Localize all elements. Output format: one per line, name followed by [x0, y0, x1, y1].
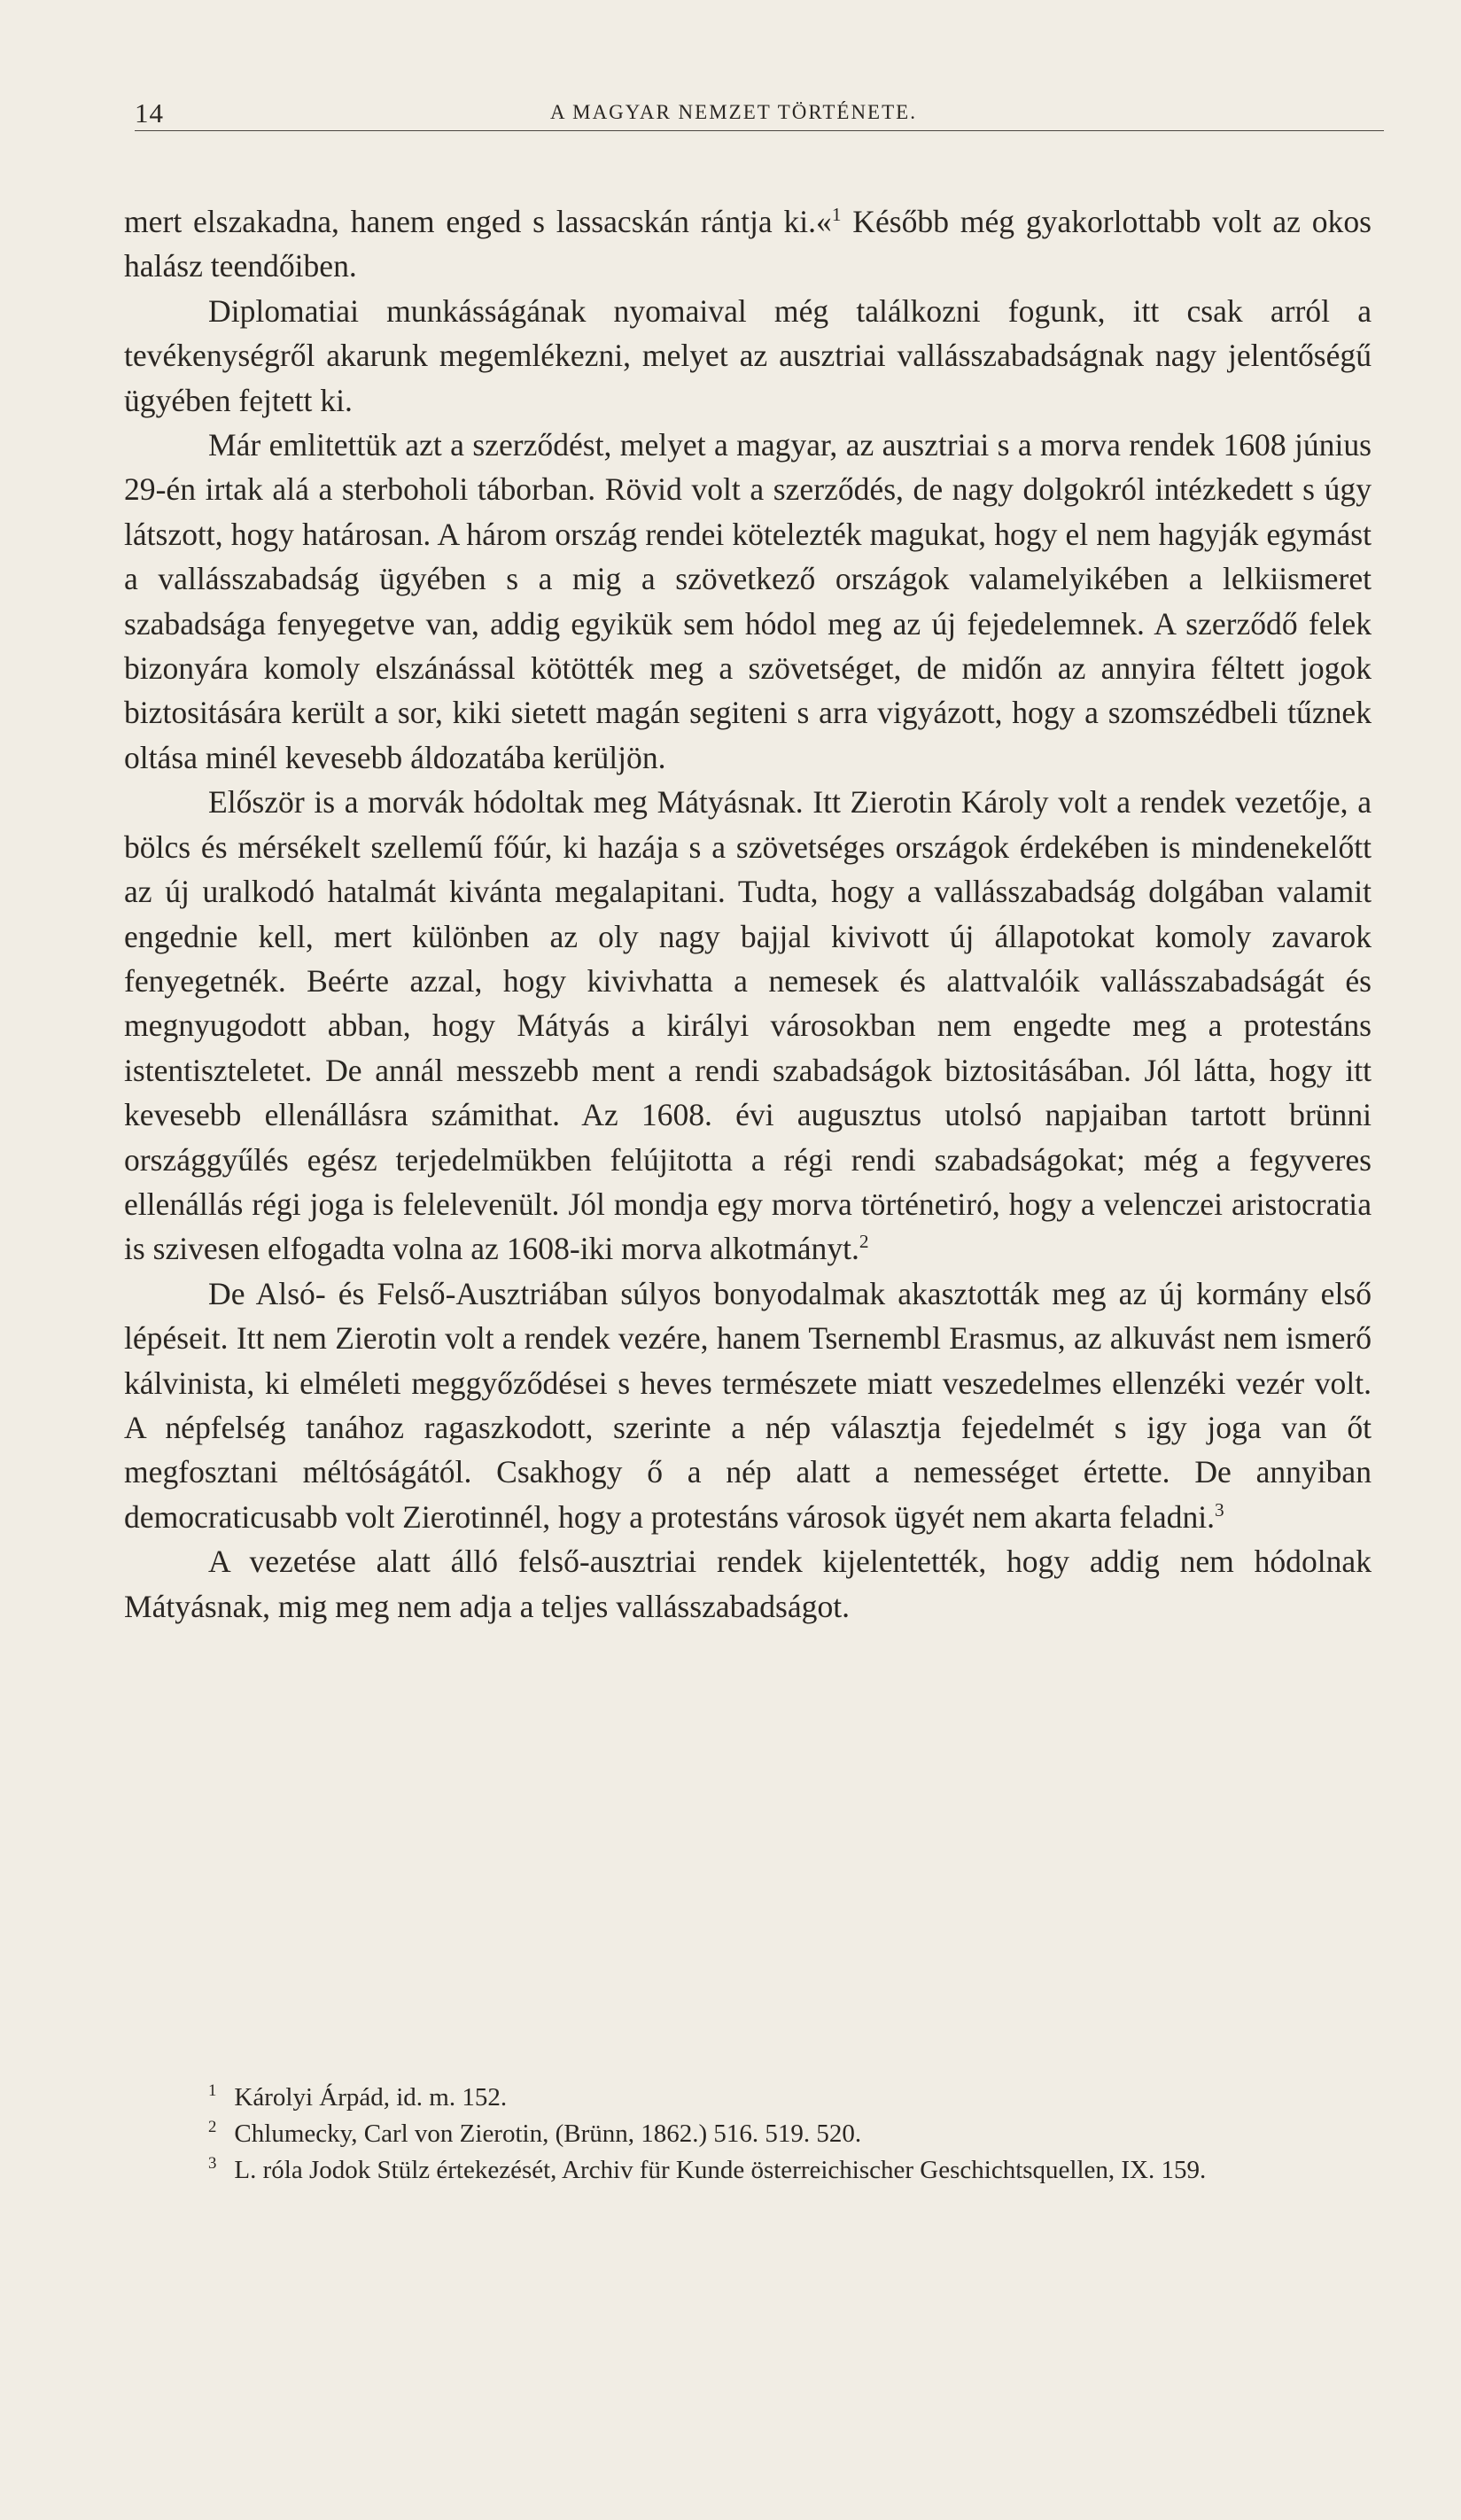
paragraph-text: Diplomatiai munkásságának nyomaival még találkozni fogunk, itt csak arról a tevékenységről akarunk megemlékezni, melyet az ausztriai vallásszabadságnak nagy jelentőségű ügyében fejtett ki. [124, 292, 1372, 418]
paragraph-text: De Alsó- és Felső-Ausztriában súlyos bonyodalmak akasztották meg az új kormány első lépéseit. Itt nem Zierotin volt a rendek vezére, hanem Tsernembl Erasmus, az alkuvást nem ismerő kálvinista, ki elméleti meggyőződései s heves természete miatt veszedelmes ellenzéki vezér volt. A népfelség tanához ragaszkodott, szerinte a nép választja fejedelmét s igy joga van őt megfosztani méltóságától. Csakhogy ő a nép alatt a nemességet értette. De annyiban democraticusabb volt Zierotinnél, hogy a protestáns városok ügyét nem akarta feladni. [124, 1275, 1372, 1535]
footnote-ref-1: 1 [831, 204, 842, 226]
paragraph-1 [124, 199, 1372, 289]
page-number: 14 [135, 97, 164, 128]
paragraph-3 [124, 423, 1372, 780]
header-rule [135, 130, 1384, 131]
footnote-2 [124, 2116, 1372, 2152]
paragraph-5 [124, 1272, 1372, 1539]
footnote-mark: 2 [208, 2118, 217, 2137]
footnote-ref-3: 3 [1215, 1498, 1224, 1521]
paragraph-6 [124, 1539, 1372, 1629]
footnote-text: Chlumecky, Carl von Zierotin, (Brünn, 1862.) 516. 519. 520. [234, 2119, 862, 2148]
footnote-text: L. róla Jodok Stülz értekezését, Archiv für Kunde österreichischer Geschichtsquellen, IX. 159. [234, 2156, 1207, 2184]
footnote-1 [124, 2080, 1372, 2116]
body-text [124, 199, 1372, 1629]
paragraph-text: mert elszakadna, hanem enged s lassacskán rántja ki.« [124, 204, 832, 239]
paragraph-text: Először is a morvák hódoltak meg Mátyásnak. Itt Zierotin Károly volt a rendek vezetője, a bölcs és mérsékelt szellemű főúr, ki hazája s a szövetséges országok érdekében is mindenekelőtt az új uralkodó hatalmát kivánta megalapitani. Tudta, hogy a vallásszabadság dolgában valamit engednie kell, mert különben az oly nagy bajjal kivivott új állapotokat komoly zavarok fenyegetnék. Beérte azzal, hogy kivivhatta a nemesek és alattvalóik vallásszabadságát és megnyugodott abban, hogy Mátyás a királyi városokban nem engedte meg a protestáns istentiszteletet. De annál messzebb ment a rendi szabadságok biztositásában. Jól látta, hogy itt kevesebb ellenállásra számithat. Az 1608. évi augusztus utolsó napjaiban tartott brünni országgyűlés egész terjedelmükben felújitotta a régi rendi szabadságokat; még a fegyveres ellenállás régi joga is felelevenült. Jól mondja egy morva történetiró, hogy a velenczei aristocratia is szivesen elfogadta volna az 1608-iki morva alkotmányt. [124, 784, 1372, 1267]
paragraph-text: Később még gyakorlottabb volt az okos halász teendőiben. [124, 204, 1372, 284]
paragraph-text: A vezetése alatt álló felső-ausztriai rendek kijelentették, hogy addig nem hódolnak Mátyásnak, mig meg nem adja a teljes vallásszabadságot. [124, 1544, 1372, 1624]
footnote-3 [124, 2152, 1372, 2189]
running-title: A MAGYAR NEMZET TÖRTÉNETE. [550, 101, 917, 123]
paragraph-4 [124, 780, 1372, 1271]
running-head [135, 94, 1333, 133]
footnote-mark: 3 [208, 2154, 217, 2174]
footnotes [124, 2080, 1372, 2189]
paragraph-2 [124, 289, 1372, 423]
footnote-text: Károlyi Árpád, id. m. 152. [234, 2083, 508, 2112]
footnote-ref-2: 2 [859, 1231, 869, 1253]
paragraph-text: Már emlitettük azt a szerződést, melyet a magyar, az ausztriai s a morva rendek 1608 június 29-én irtak alá a sterboholi táborban. Rövid volt a szerződés, de nagy dolgokról intézkedett s úgy látszott, hogy határosan. A három ország rendei kötelezték magukat, hogy el nem hagyják egymást a vallásszabadság ügyében s a mig a szövetkező országok valamelyikében a lelkiismeret szabadsága fenyegetve van, addig egyikük sem hódol meg az új fejedelemnek. A szerződő felek bizonyára komoly elszánással kötötték meg a szövetséget, de midőn az annyira féltett jogok biztositására került a sor, kiki sietett magán segiteni s arra vigyázott, hogy a szomszédbeli tűznek oltása minél kevesebb áldozatába kerüljön. [124, 427, 1372, 775]
footnote-mark: 1 [208, 2081, 217, 2101]
